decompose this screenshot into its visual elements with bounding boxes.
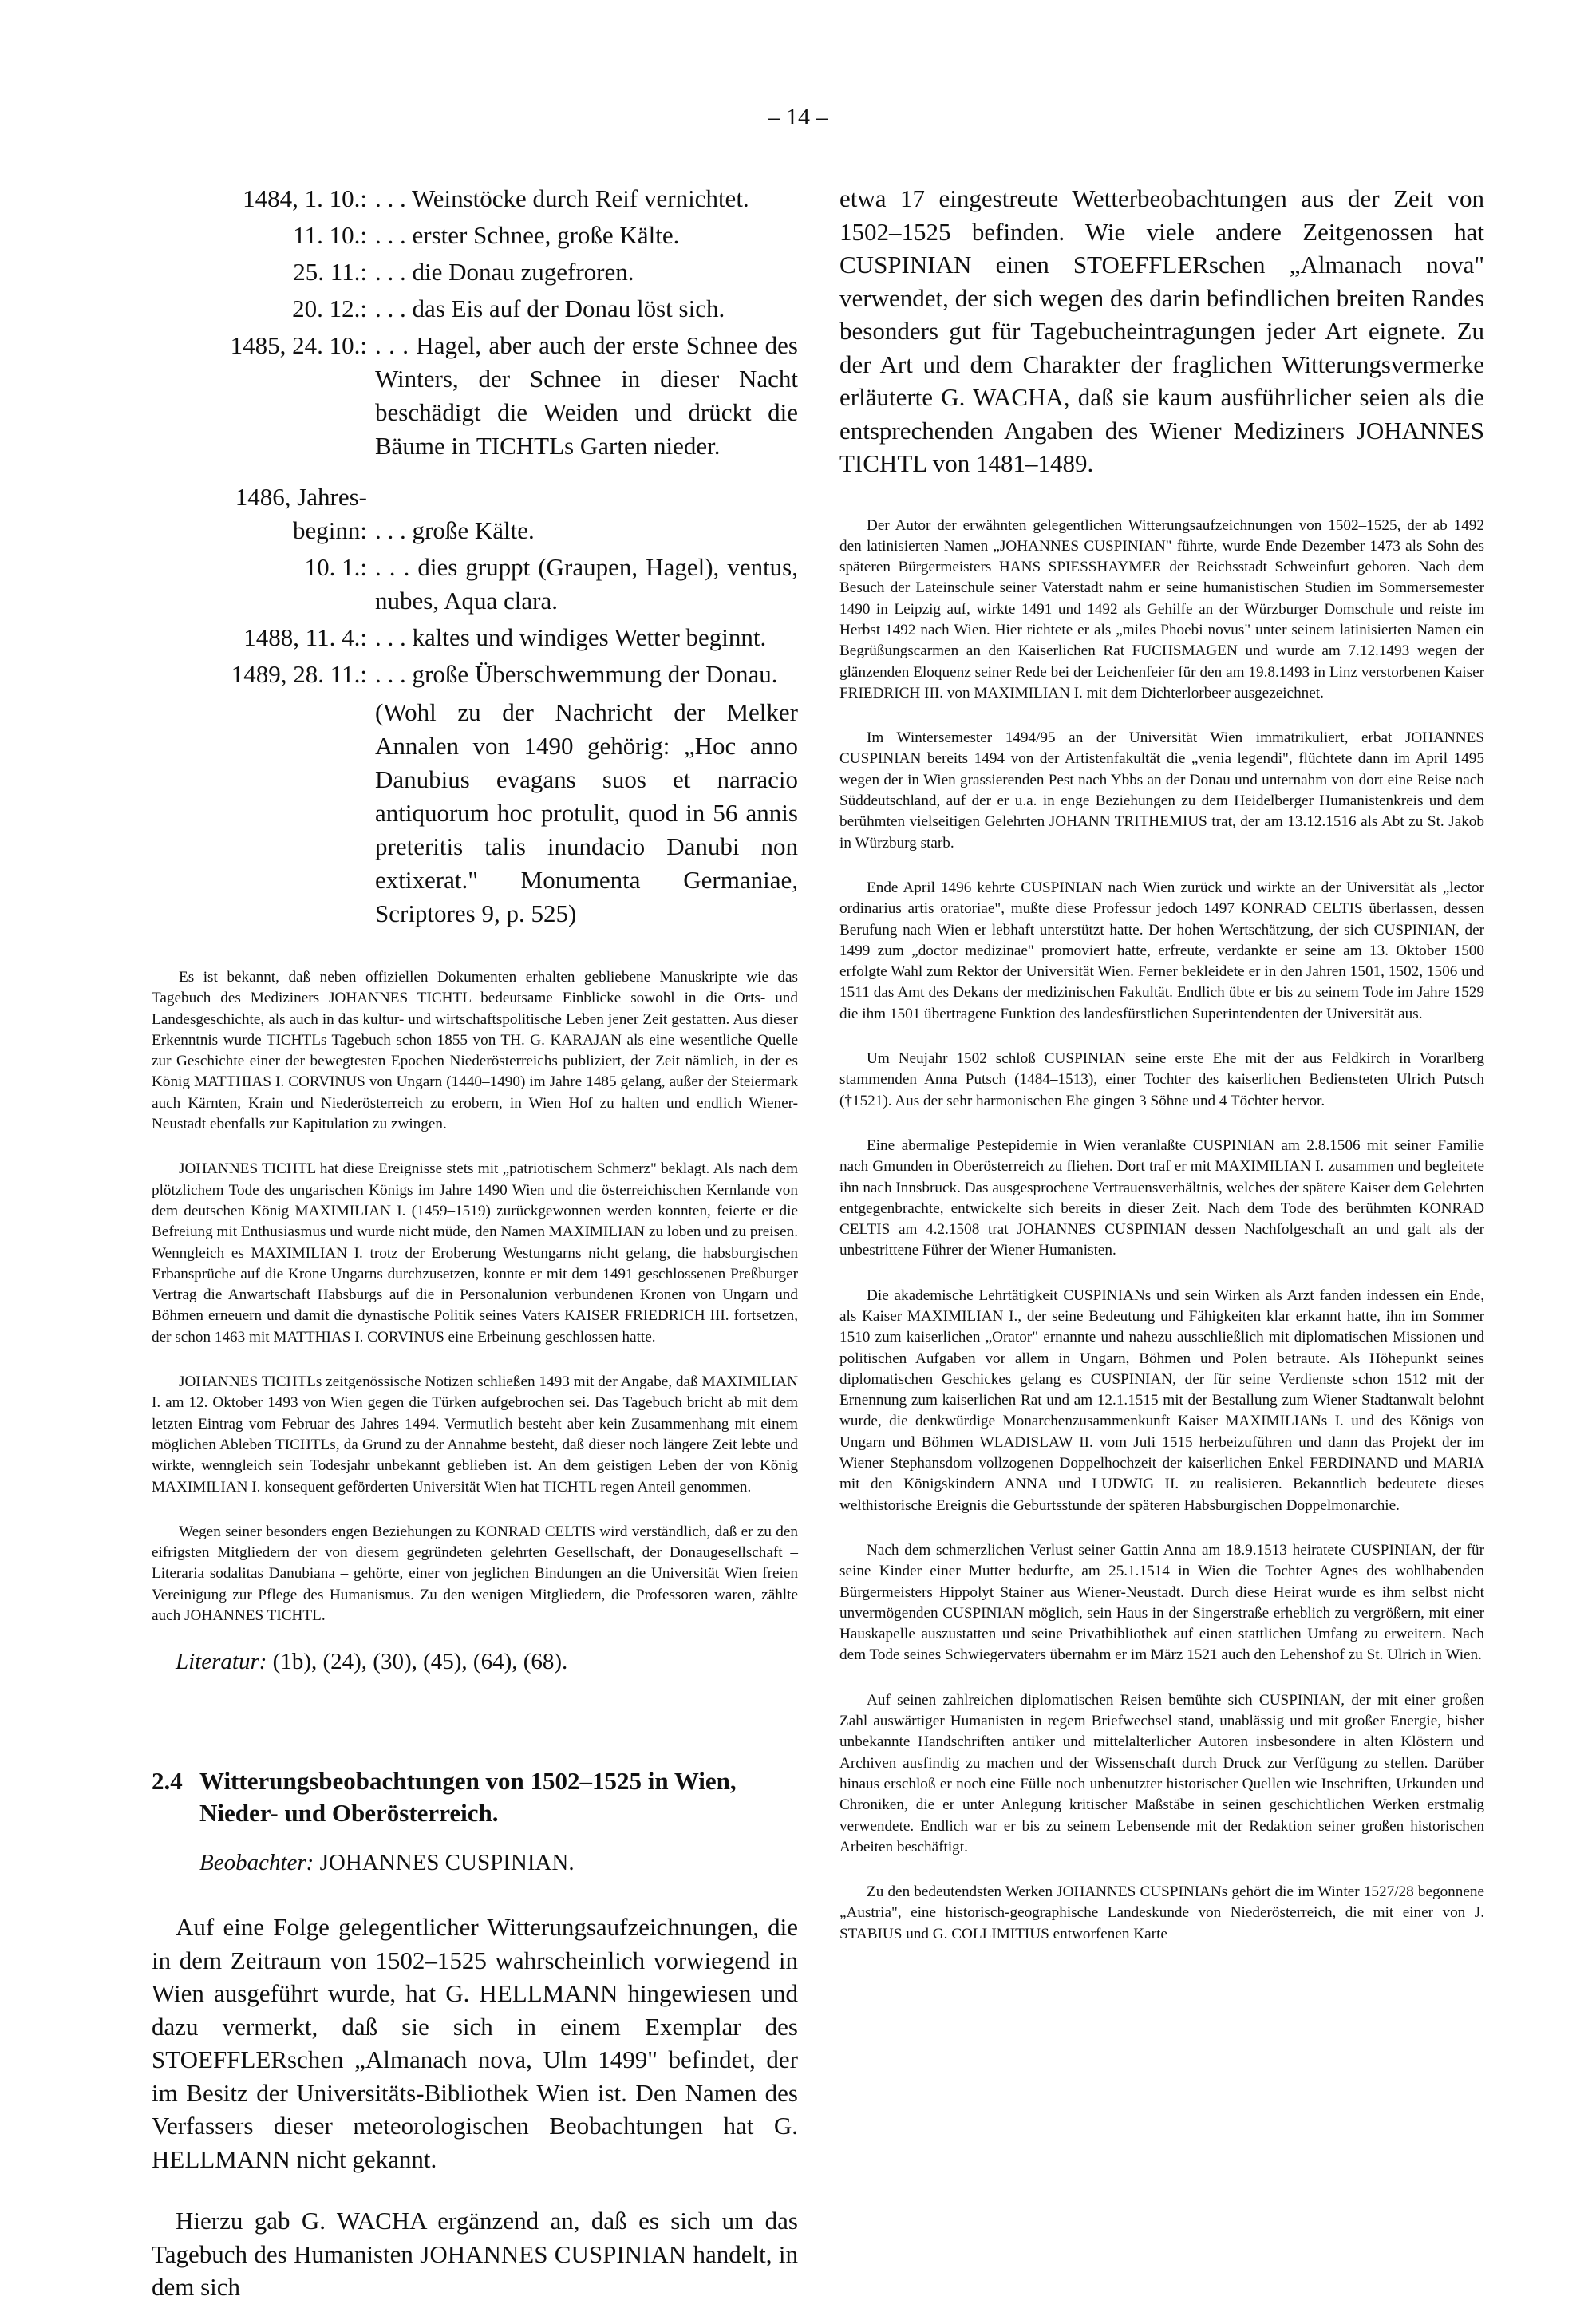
entry-date: 10. 1.: xyxy=(304,553,367,581)
small-paragraph: Die akademische Lehrtätigkeit CUSPINIANs und sein Wirken als Arzt fanden indessen ein Ende, als Kaiser MAXIMILIAN I., der seine Bedeutung und Fähigkeiten klar erkannt hatte, ihn im Sommer 1510 zum kaiserlichen „Orator" ernannte und nahezu ausschließlich mit diplomatischen Missionen und politischen Aufgaben vor allem in Ungarn, Böhmen und Polen betraute. Als Höhepunkt seines diplomatischen Geschickes gelang es CUSPINIAN, der für seine Verdienste schon 1512 mit der Ernennung zum kaiserlichen Rat und am 12.1.1515 mit der Bestallung zum Wiener Stadtanwalt belohnt wurde, die denkwürdige Monarchenzusammenkunft Kaiser MAXIMILIANs I. und des Königs von Ungarn und Böhmen WLADISLAW II. vom Juli 1515 herbeizuführen und dann das Projekt der im Wiener Stephansdom vollzogenen Doppelhochzeit der kaiserlichen Enkel FERDINAND und MARIA mit den Königskindern ANNA und LUDWIG II. zu realisieren. Bekanntlich bedeutete dieses welthistorische Ereignis die Geburtsstunde der späteren Habsburgischen Doppelmonarchie. xyxy=(839,1286,1484,1514)
small-paragraph: Im Wintersemester 1494/95 an der Universität Wien immatrikuliert, erbat JOHANNES CUSPINIAN bereits 1494 von der Artistenfakultät die „venia legendi", flüchtete dann im April 1495 wegen der in Wien grassierenden Pest nach Ybbs an der Donau und unternahm von dort eine Reise nach Süddeutschland, auf der er u.a. in enge Beziehungen zu dem Heidelberger Humanistenkreis und dem berühmten vielseitigen Gelehrten JOHANN TRITHEMIUS trat, der am 13.12.1516 als Abt zu St. Jakob in Würzburg starb. xyxy=(839,729,1484,852)
small-paragraph: JOHANNES TICHTL hat diese Ereignisse stets mit „patriotischem Schmerz" beklagt. Als nach dem plötzlichem Tode des ungarischen Königs im Jahre 1490 Wien und die österreichischen Kernlande von dem deutschen König MAXIMILIAN I. (1459–1519) zurückgewonnen werden konnten, feierte er die Befreiung mit Enthusiasmus und wurde nicht müde, den Namen MAXIMILIAN zu loben und zu preisen. Wenngleich es MAXIMILIAN I. trotz der Eroberung Westungarns nicht gelang, die habsburgischen Erbansprüche auf die Krone Ungarns durchzusetzen, konnte er mit dem 1491 geschlossenen Preßburger Vertrag die Anwartschaft Habsburgs auf die in Personalunion verbundenen Kronen von Ungarn und Böhmen erneuern und damit die dynastische Politik seines Vaters KAISER FRIEDRICH III. fortsetzen, der schon 1463 mit MATTHIAS I. CORVINUS eine Erbeinung geschlossen hatte. xyxy=(152,1160,798,1346)
small-paragraph: Es ist bekannt, daß neben offiziellen Dokumenten erhalten gebliebene Manuskripte wie das Tagebuch des Mediziners JOHANNES TICHTL bedeutsame Einblicke sowohl in die Orts- und Landesgeschichte, als auch in das kultur- und wirtschaftspolitische Leben jener Zeit gestatten. Aus dieser Erkenntnis wurde TICHTLs Tagebuch schon 1855 von TH. G. KARAJAN als eine wesentliche Quelle zur Geschichte einer der bewegtesten Epochen Niederösterreichs publiziert, der Zeit nämlich, in der es König MATTHIAS I. CORVINUS von Ungarn (1440–1490) im Jahre 1485 gelang, außer der Steiermark auch Kärnten, Krain und Niederösterreich zu erobern, in Wien Hof zu halten und endlich Wiener-Neustadt ebenfalls zur Kapitulation zu zwingen. xyxy=(152,969,798,1133)
small-paragraph: Auf seinen zahlreichen diplomatischen Reisen bemühte sich CUSPINIAN, der mit einer großen Zahl auswärtiger Humanisten in regem Briefwechsel stand, unablässig und mit großer Energie, bisher unbekannte Handschriften antiker und mittelalterlicher Autoren insbesondere in alten Klöstern und Archiven ausfindig zu machen und der Wissenschaft durch Druck zur Verfügung zu stellen. Darüber hinaus erschloß er noch eine Fülle noch unbenutzter historischer Quellen wie Inschriften, Urkunden und Chroniken, die er unter Anlegung kritischer Maßstäbe in seinen geschichtlichen Werken erstmalig verwendete. Endlich war er bis zu seinem Lebensende mit der Redaktion seiner großen historischen Arbeiten beschäftigt. xyxy=(839,1691,1484,1855)
chronology-note: (Wohl zu der Nachricht der Melker Annalen von 1490 gehörig: „Hoc anno Danubius evagans suos et narracio antiquorum hoc protulit, quod in 56 annis preteritis talis inundacio Danubi non extixerat." Monumenta Germaniae, Scriptores 9, p. 525) xyxy=(375,698,798,927)
entry-date: 11. 10.: xyxy=(293,221,367,249)
page-number: – 14 – xyxy=(768,104,828,130)
literature-line xyxy=(152,1646,798,1678)
small-paragraph: Wegen seiner besonders engen Beziehungen zu KONRAD CELTIS wird verständlich, daß er zu den eifrigsten Mitgliedern der von diesem gegründeten gelehrten Gesellschaft, der Donaugesellschaft – Literaria sodalitas Danubiana – gehörte, einer von jeglichen Bindungen an die Universität Wien freien Vereinigung zur Pflege des Humanismus. Zu den wenigen Mitgliedern, die Professoren waren, zählte auch JOHANNES TICHTL. xyxy=(152,1523,798,1625)
right-column xyxy=(839,182,1484,1945)
chronology-entry xyxy=(152,551,798,618)
section-heading xyxy=(152,1765,798,1829)
observer-label: Beobachter: xyxy=(200,1850,314,1876)
section-title: Witterungsbeobachtungen von 1502–1525 in Wien, Nieder- und Oberösterreich. xyxy=(200,1767,737,1828)
entry-date: 1489, 28. 11.: xyxy=(231,660,367,688)
entry-date: 1485, 24. 10.: xyxy=(230,331,367,359)
small-paragraph: Ende April 1496 kehrte CUSPINIAN nach Wien zurück und wirkte an der Universität als „lector ordinarius artis oratoriae", mußte diese Professur jedoch 1497 KONRAD CELTIS überlassen, dessen Berufung nach Wien er lebhaft unterstützt hatte. Der hohen Wertschätzung, der sich CUSPINIAN, der 1499 zum „doctor medizinae" promoviert hatte, erfreute, verdankte er seine am 13. Oktober 1500 erfolgte Wahl zum Rektor der Universität Wien. Ferner bekleidete er in den Jahren 1501, 1502, 1506 und 1511 das Amt des Dekans der medizinischen Fakultät. Endlich übte er bis zu seinem Tode im Jahre 1529 die ihm 1501 übertragene Funktion des landesfürstlichen Superintendenten der Universität aus. xyxy=(839,879,1484,1022)
body-paragraph: etwa 17 eingestreute Wetterbeobachtungen aus der Zeit von 1502–1525 befinden. Wie viele andere Zeitgenossen hat CUSPINIAN einen STOEFFLERschen „Almanach nova" verwendet, der sich wegen des darin befindlichen breiten Randes besonders gut für Tagebucheintragungen jeder Art eignete. Zu der Art und dem Charakter der fraglichen Witterungsvermerke erläuterte G. WACHA, daß sie kaum ausführlicher seien als die entsprechenden Angaben des Wiener Mediziners JOHANNES TICHTL von 1481–1489. xyxy=(839,184,1484,477)
small-paragraph: Eine abermalige Pestepidemie in Wien veranlaßte CUSPINIAN am 2.8.1506 mit seiner Familie nach Gmunden in Oberösterreich zu fliehen. Dort traf er mit MAXIMILIAN I. zusammen und begleitete ihn nach Innsbruck. Das ausgesprochene Vertrauensverhältnis, welches der spätere Kaiser dem Gelehrten entgegenbrachte, entwickelte sich bereits in dieser Zeit. Nach dem Tode des berühmten KONRAD CELTIS am 4.2.1508 trat JOHANNES CUSPINIAN dessen Nachfolgeschaft an und galt als der unbestrittene Führer der Wiener Humanisten. xyxy=(839,1136,1484,1259)
entry-text: . . . Hagel, aber auch der erste Schnee des Winters, der Schnee in dieser Nacht beschädigt die Weiden und drückt die Bäume in TICHTLs Garten nieder. xyxy=(375,331,798,460)
small-paragraph: Der Autor der erwähnten gelegentlichen Witterungsaufzeichnungen von 1502–1525, der ab 1492 den latinisierten Namen „JOHANNES CUSPINIAN" führte, wurde Ende Dezember 1473 als Sohn des späteren Bürgermeisters HANS SPIESSHAYMER der Reichsstadt Schweinfurt geboren. Nach dem Besuch der Lateinschule seiner Vaterstadt nahm er seine humanistischen Studien im Sommersemester 1490 in Leipzig auf, wirkte 1491 und 1492 als Gehilfe an der Würzburger Domschule und reiste im Herbst 1492 nach Wien. Hier richtete er als „miles Phoebi novus" unter seinem latinisierten Namen ein Begrüßungscarmen an den Kaiserlichen Rat FUCHSMAGEN und wurde am 7.12.1493 wegen der glänzenden Eloquenz seiner Rede bei der Leichenfeier für den am 19.8.1493 in Linz verstorbenen Kaiser FRIEDRICH III. von MAXIMILIAN I. mit dem Dichterlorbeer ausgezeichnet. xyxy=(839,516,1484,701)
observer-line xyxy=(152,1847,798,1879)
entry-text: . . . große Überschwemmung der Donau. xyxy=(375,660,778,688)
entry-text: . . . das Eis auf der Donau löst sich. xyxy=(375,294,725,322)
entry-date: 25. 11.: xyxy=(293,258,367,286)
literature-refs: (1b), (24), (30), (45), (64), (68). xyxy=(272,1649,568,1675)
literature-label: Literatur: xyxy=(176,1649,267,1675)
small-paragraph: JOHANNES TICHTLs zeitgenössische Notizen schließen 1493 mit der Angabe, daß MAXIMILIAN I. am 12. Oktober 1493 von Wien gegen die Türken aufgebrochen sei. Das Tagebuch bricht ab mit dem letzten Eintrag vom Februar des Jahres 1494. Vermutlich besteht aber kein Zusammenhang mit einem möglichen Ableben TICHTLs, da Grund zu der Annahme besteht, daß dieser noch längere Zeit lebte und wirkte, wenngleich sein Todesjahr unbekannt geblieben ist. An dem geistigen Leben der von König MAXIMILIAN I. konsequent geförderten Universität Wien hat TICHTL regen Anteil genommen. xyxy=(152,1373,798,1496)
chronology-entry xyxy=(152,219,798,252)
left-column xyxy=(152,182,798,2304)
entry-date: 1488, 11. 4.: xyxy=(243,623,367,651)
chronology-entry xyxy=(152,658,798,691)
entry-text: . . . Weinstöcke durch Reif vernichtet. xyxy=(375,184,749,212)
small-paragraph: Nach dem schmerzlichen Verlust seiner Gattin Anna am 18.9.1513 heiratete CUSPINIAN, der für seine Kinder einer Mutter bedurfte, am 25.1.1514 in Wien die Tochter Agnes des wohlhabenden Bürgermeisters Hippolyt Stainer aus Wiener-Neustadt. Durch diese Heirat wurde es ihm selbst nicht unvermögenden CUSPINIAN möglich, sein Haus in der Singerstraße erheblich zu vergrößern, mit einer Hauskapelle auszustatten und seine Privatbibliothek auf einen stattlichen Umfang zu erweitern. Nach dem Tode seines Schwiegervaters übernahm er im März 1521 auch den Lehenshof zu St. Ulrich in Wien. xyxy=(839,1541,1484,1664)
chronology-list xyxy=(152,182,798,931)
chronology-entry xyxy=(152,255,798,289)
entry-date: 20. 12.: xyxy=(292,294,367,322)
section-number: 2.4 xyxy=(152,1767,183,1796)
chronology-entry xyxy=(152,329,798,463)
observer-name: JOHANNES CUSPINIAN. xyxy=(319,1850,575,1876)
chronology-entry xyxy=(152,182,798,215)
entry-text: . . . große Kälte. xyxy=(375,516,535,544)
body-paragraph: Hierzu gab G. WACHA ergänzend an, daß es sich um das Tagebuch des Humanisten JOHANNES CUSPINIAN handelt, in dem sich xyxy=(152,2207,798,2302)
chronology-entry xyxy=(152,480,798,547)
body-paragraph: Auf eine Folge gelegentlicher Witterungsaufzeichnungen, die in dem Zeitraum von 1502–1525 wahrscheinlich vorwiegend in Wien ausgeführt wurde, hat G. HELLMANN hingewiesen und dazu vermerkt, daß sie sich in einem Exemplar des STOEFFLERschen „Almanach nova, Ulm 1499" befindet, der im Besitz der Universitäts-Bibliothek Wien ist. Den Namen des Verfassers dieser meteorologischen Beobachtungen hat G. HELLMANN nicht gekannt. xyxy=(152,1913,798,2173)
chronology-entry xyxy=(152,621,798,654)
entry-date: 1484, 1. 10.: xyxy=(243,184,367,212)
entry-text: . . . dies gruppt (Graupen, Hagel), ventus, nubes, Aqua clara. xyxy=(375,553,798,615)
chronology-entry xyxy=(152,292,798,326)
small-paragraph: Zu den bedeutendsten Werken JOHANNES CUSPINIANs gehört die im Winter 1527/28 begonnene „Austria", eine historisch-geographische Landeskunde von Niederösterreich, die mit einer von J. STABIUS und G. COLLIMITIUS entworfenen Karte xyxy=(839,1883,1484,1942)
entry-text: . . . die Donau zugefroren. xyxy=(375,258,634,286)
entry-text: . . . kaltes und windiges Wetter beginnt. xyxy=(375,623,767,651)
entry-date: 1486, Jahres- beginn: xyxy=(235,483,367,544)
small-paragraph: Um Neujahr 1502 schloß CUSPINIAN seine erste Ehe mit der aus Feldkirch in Vorarlberg stammenden Anna Putsch (1484–1513), einer Tochter des kaiserlichen Bediensteten Ulrich Putsch (†1521). Aus der sehr harmonischen Ehe gingen 3 Söhne und 4 Töchter hervor. xyxy=(839,1050,1484,1109)
entry-text: . . . erster Schnee, große Kälte. xyxy=(375,221,680,249)
